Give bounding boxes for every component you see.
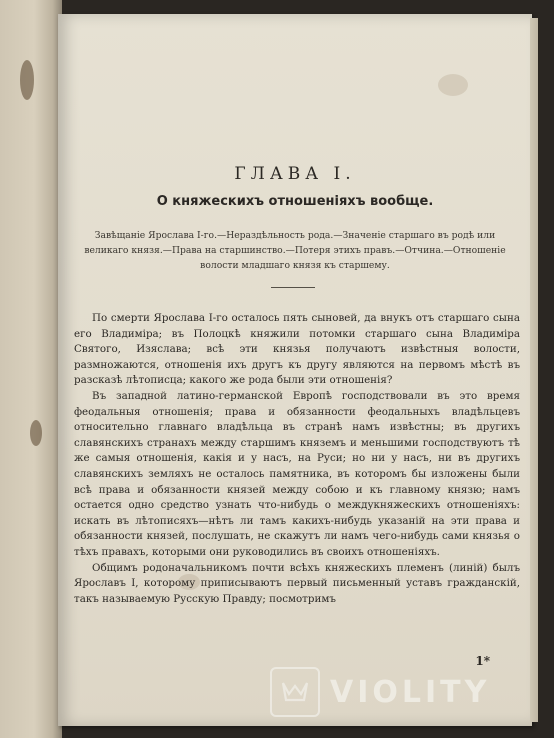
- paragraph: По смерти Ярослава I-го осталось пять сыновей, да внукъ отъ старшаго сына его Владиміра; въ Полоцкѣ княжили потомки старшаго сына Владиміра Святого, Изяслава; всѣ эти князья получаютъ извѣстныя волости, размножаются, отношенія ихъ другъ къ другу являются на первомъ мѣстѣ въ разсказѣ лѣтописца; какого же рода были эти отношенія?: [74, 312, 520, 387]
- watermark: [270, 666, 540, 718]
- stain: [20, 60, 34, 100]
- chapter-heading: ГЛАВА I.: [234, 164, 356, 184]
- watermark-logo-icon: [270, 667, 320, 717]
- book-page: [58, 14, 532, 726]
- chapter-summary: Завѣщаніе Ярослава I-го.—Нераздѣльность рода.—Значеніе старшаго въ родѣ или великаго князя.—Права на старшинство.—Потеря этихъ правъ.—Отчина.—Отношеніе волости младшаго князя къ старшему.: [84, 230, 506, 271]
- page-edge: [530, 18, 538, 722]
- paragraph: Общимъ родоначальникомъ почти всѣхъ княжескихъ племенъ (линій) былъ Ярославъ I, которому приписываютъ первый письменный уставъ гражданскій, такъ называемую Русскую Правду; посмотримъ: [74, 561, 520, 605]
- signature-mark: 1*: [475, 654, 490, 668]
- left-page-edge: [0, 0, 62, 738]
- foxing-spot: [438, 74, 468, 96]
- chapter-title: О княжескихъ отношеніяхъ вообще.: [156, 194, 434, 209]
- body-text: [74, 311, 520, 607]
- paragraph: Въ западной латино-германской Европѣ господствовали въ это время феодальныя отношенія; права и обязанности феодальныхъ владѣльцевъ относительно главнаго владѣльца въ странѣ намъ извѣстны; въ другихъ славянскихъ странахъ между старшимъ княземъ и меньшими господствуютъ тѣ же самыя отношенія, какія и у насъ, на Руси; но ни у насъ, ни въ другихъ славянскихъ земляхъ не осталось памятника, въ которомъ бы изложены были всѣ права и обязанности князей между собою и къ главному князю; намъ остается одно средство узнать что-нибудь о междукняжескихъ отношеніяхъ: искать въ лѣтописяхъ—нѣтъ ли тамъ какихъ-нибудь указаній на эти права и обязанности князей, послушать, не скажутъ ли намъ чего-нибудь сами князья о тѣхъ правахъ, которыми они руководились въ своихъ отношеніяхъ.: [74, 389, 520, 558]
- stain: [30, 420, 42, 446]
- section-divider: [271, 287, 315, 288]
- watermark-text: VIOLITY: [330, 674, 491, 710]
